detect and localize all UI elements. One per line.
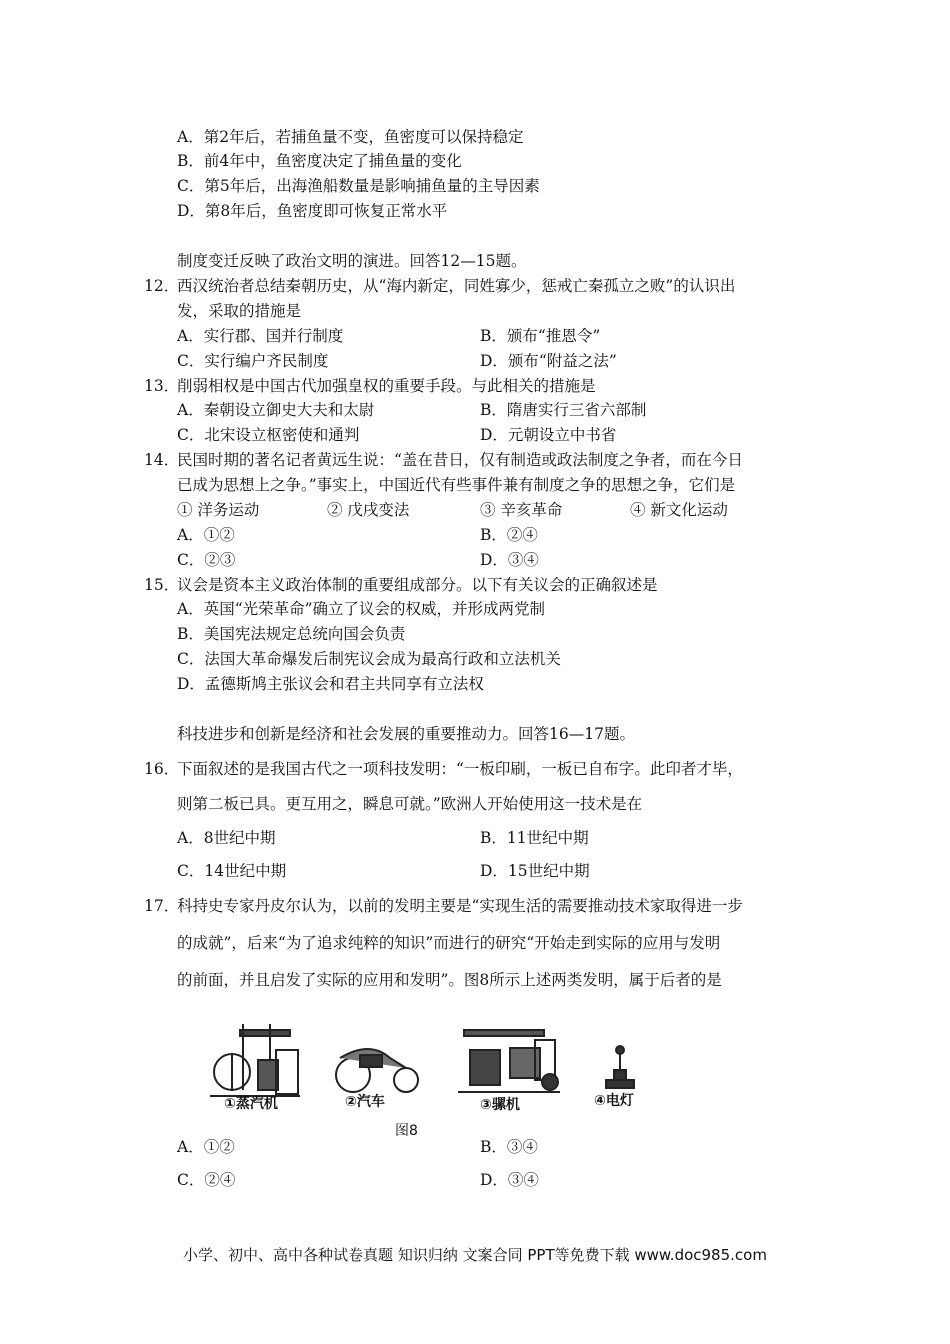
spinning-mule-illustration (458, 1030, 560, 1092)
q13-option-b: B．隋唐实行三省六部制 (480, 401, 647, 419)
q14-number: 14． (144, 451, 180, 469)
q12-option-b: B．颁布“推恩令” (480, 327, 601, 345)
q16-stem-line-1: 下面叙述的是我国古代之一项科技发明：“一板印刷，一板已自布字。此印者才毕， (177, 760, 743, 778)
q17-option-b: B．③④ (480, 1138, 538, 1156)
electric-lamp-illustration (606, 1046, 634, 1088)
q15-option-c: C．法国大革命爆发后制宪议会成为最高行政和立法机关 (177, 650, 561, 668)
q16-number: 16． (144, 760, 180, 778)
q14-item-2: ② 戊戌变法 (327, 501, 410, 519)
section-intro-16-17: 科技进步和创新是经济和社会发展的重要推动力。回答16—17题。 (177, 725, 635, 743)
q15-option-d: D．孟德斯鸠主张议会和君主共同享有立法权 (177, 675, 484, 693)
q16-option-b: B．11世纪中期 (480, 829, 589, 847)
q15-option-b: B．美国宪法规定总统向国会负责 (177, 625, 406, 643)
q13-option-d: D．元朝设立中书省 (480, 426, 617, 444)
q14-item-4: ④ 新文化运动 (630, 501, 728, 519)
q16-option-a: A．8世纪中期 (177, 829, 276, 847)
q14-item-3: ③ 辛亥革命 (480, 501, 563, 519)
q16-option-c: C．14世纪中期 (177, 862, 287, 880)
figure-8 (210, 1020, 670, 1140)
figure-label-electric-lamp: ④电灯 (594, 1093, 634, 1109)
q11-option-d: D．第8年后，鱼密度即可恢复正常水平 (177, 202, 448, 220)
q13-number: 13． (144, 377, 180, 395)
section-intro-12-15: 制度变迁反映了政治文明的演进。回答12—15题。 (177, 252, 527, 270)
q12-option-d: D．颁布“附益之法” (480, 352, 617, 370)
q12-option-c: C．实行编户齐民制度 (177, 352, 329, 370)
q17-stem-line-2: 的成就”，后来“为了追求纯粹的知识”而进行的研究“开始走到实际的应用与发明 (177, 934, 721, 952)
steam-engine-illustration (210, 1024, 300, 1096)
page-footer: 小学、初中、高中各种试卷真题 知识归纳 文案合同 PPT等免费下载 www.doc985.com (183, 1246, 767, 1264)
q11-option-b: B．前4年中，鱼密度决定了捕鱼量的变化 (177, 152, 462, 170)
q15-stem-line-1: 议会是资本主义政治体制的重要组成部分。以下有关议会的正确叙述是 (177, 576, 658, 594)
q13-option-a: A．秦朝设立御史大夫和太尉 (177, 401, 375, 419)
q11-option-a: A．第2年后，若捕鱼量不变，鱼密度可以保持稳定 (177, 128, 524, 146)
figure-label-spinning-mule: ③骡机 (480, 1097, 520, 1113)
q17-number: 17． (144, 897, 180, 915)
q12-option-a: A．实行郡、国并行制度 (177, 327, 344, 345)
q14-option-d: D．③④ (480, 551, 539, 569)
q17-option-a: A．①② (177, 1138, 235, 1156)
q14-option-b: B．②④ (480, 526, 538, 544)
q13-option-c: C．北宋设立枢密使和通判 (177, 426, 360, 444)
q16-option-d: D．15世纪中期 (480, 862, 590, 880)
figure-8-illustrations (210, 1020, 670, 1140)
q12-stem-line-2: 发，采取的措施是 (177, 302, 302, 320)
q14-option-a: A．①② (177, 526, 235, 544)
q14-stem-line-1: 民国时期的著名记者黄远生说：“盖在昔日，仅有制造或政法制度之争者，而在今日 (177, 451, 743, 469)
q14-option-c: C．②③ (177, 551, 236, 569)
q17-option-d: D．③④ (480, 1171, 539, 1189)
q12-number: 12． (144, 277, 180, 295)
figure-label-steam-engine: ①蒸汽机 (224, 1096, 278, 1112)
automobile-illustration (336, 1049, 418, 1092)
q11-option-c: C．第5年后，出海渔船数量是影响捕鱼量的主导因素 (177, 177, 540, 195)
q17-stem-line-3: 的前面，并且启发了实际的应用和发明”。图8所示上述两类发明，属于后者的是 (177, 971, 722, 989)
q15-number: 15． (144, 576, 180, 594)
q14-stem-line-2: 已成为思想上之争。”事实上，中国近代有些事件兼有制度之争的思想之争，它们是 (177, 476, 736, 494)
figure-label-automobile: ②汽车 (345, 1094, 385, 1110)
figure-caption: 图8 (395, 1123, 418, 1139)
q14-item-1: ① 洋务运动 (177, 501, 260, 519)
q17-option-c: C．②④ (177, 1171, 236, 1189)
q12-stem-line-1: 西汉统治者总结秦朝历史，从“海内新定，同姓寡少，惩戒亡秦孤立之败”的认识出 (177, 277, 736, 295)
q13-stem-line-1: 削弱相权是中国古代加强皇权的重要手段。与此相关的措施是 (177, 377, 596, 395)
q15-option-a: A．英国“光荣革命”确立了议会的权威，并形成两党制 (177, 600, 546, 618)
q16-stem-line-2: 则第二板已具。更互用之，瞬息可就。”欧洲人开始使用这一技术是在 (177, 795, 643, 813)
q17-stem-line-1: 科持史专家丹皮尔认为，以前的发明主要是“实现生活的需要推动技术家取得进一步 (177, 897, 743, 915)
